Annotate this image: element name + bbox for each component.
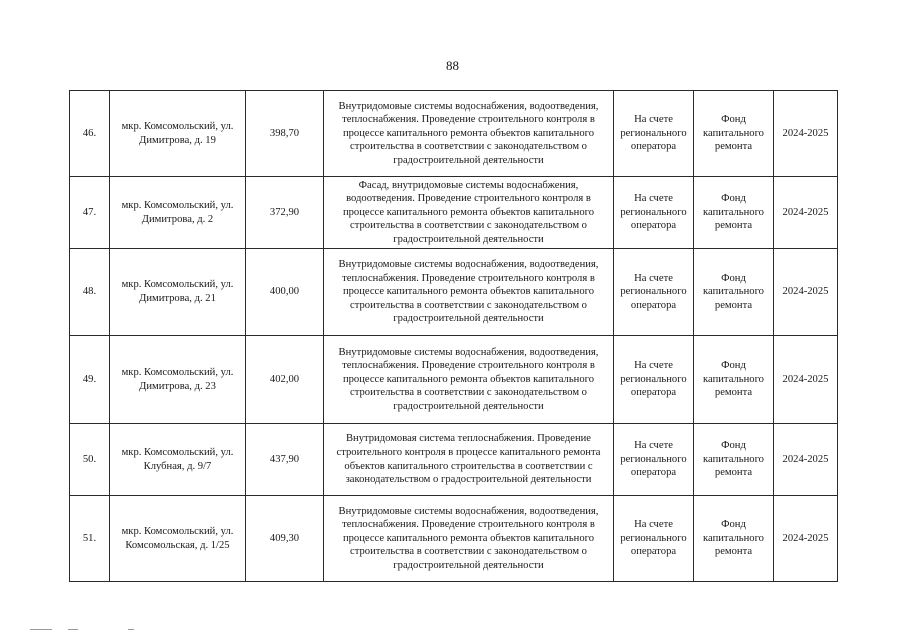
scan-artifact	[68, 629, 78, 630]
row-number: 50.	[70, 424, 110, 496]
works-cell: Внутридомовые системы водоснабжения, водоотведения, теплоснабжения. Проведение строительного контроля в процессе капитального ремонта объектов капитального строительства в соответствии с законодательством о градостроительной деятельности	[324, 249, 614, 336]
period-cell: 2024-2025	[774, 91, 838, 177]
account-cell: На счете регионального оператора	[614, 336, 694, 424]
area-cell: 409,30	[246, 496, 324, 582]
address-cell: мкр. Комсомольский, ул. Комсомольская, д. 1/25	[110, 496, 246, 582]
address-cell: мкр. Комсомольский, ул. Димитрова, д. 19	[110, 91, 246, 177]
fund-cell: Фонд капитального ремонта	[694, 91, 774, 177]
area-cell: 437,90	[246, 424, 324, 496]
works-cell: Фасад, внутридомовые системы водоснабжения, водоотведения. Проведение строительного контроля в процессе капитального ремонта объектов капитального строительства в соответствии с законодательством о градостроительной деятельности	[324, 177, 614, 249]
account-cell: На счете регионального оператора	[614, 177, 694, 249]
works-cell: Внутридомовые системы водоснабжения, водоотведения, теплоснабжения. Проведение строительного контроля в процессе капитального ремонта объектов капитального строительства в соответствии с законодательством о градостроительной деятельности	[324, 91, 614, 177]
table-row	[70, 336, 838, 424]
address-cell: мкр. Комсомольский, ул. Димитрова, д. 21	[110, 249, 246, 336]
repair-program-table	[69, 90, 838, 582]
row-number: 47.	[70, 177, 110, 249]
address-cell: мкр. Комсомольский, ул. Димитрова, д. 2	[110, 177, 246, 249]
works-cell: Внутридомовые системы водоснабжения, водоотведения, теплоснабжения. Проведение строительного контроля в процессе капитального ремонта объектов капитального строительства в соответствии с законодательством о градостроительной деятельности	[324, 336, 614, 424]
table-row	[70, 496, 838, 582]
area-cell: 372,90	[246, 177, 324, 249]
address-cell: мкр. Комсомольский, ул. Клубная, д. 9/7	[110, 424, 246, 496]
area-cell: 398,70	[246, 91, 324, 177]
account-cell: На счете регионального оператора	[614, 249, 694, 336]
area-cell: 402,00	[246, 336, 324, 424]
fund-cell: Фонд капитального ремонта	[694, 336, 774, 424]
row-number: 51.	[70, 496, 110, 582]
account-cell: На счете регионального оператора	[614, 496, 694, 582]
row-number: 49.	[70, 336, 110, 424]
table-row	[70, 91, 838, 177]
account-cell: На счете регионального оператора	[614, 91, 694, 177]
period-cell: 2024-2025	[774, 496, 838, 582]
period-cell: 2024-2025	[774, 424, 838, 496]
table-row	[70, 424, 838, 496]
works-cell: Внутридомовые системы водоснабжения, водоотведения, теплоснабжения. Проведение строительного контроля в процессе капитального ремонта объектов капитального строительства в соответствии с законодательством о градостроительной деятельности	[324, 496, 614, 582]
account-cell: На счете регионального оператора	[614, 424, 694, 496]
fund-cell: Фонд капитального ремонта	[694, 496, 774, 582]
table-row	[70, 249, 838, 336]
period-cell: 2024-2025	[774, 177, 838, 249]
area-cell: 400,00	[246, 249, 324, 336]
table-row	[70, 177, 838, 249]
works-cell: Внутридомовая система теплоснабжения. Проведение строительного контроля в процессе капитального ремонта объектов капитального строительства в соответствии с законодательством о градостроительной деятельности	[324, 424, 614, 496]
period-cell: 2024-2025	[774, 336, 838, 424]
fund-cell: Фонд капитального ремонта	[694, 249, 774, 336]
scan-artifact	[128, 629, 134, 630]
row-number: 46.	[70, 91, 110, 177]
row-number: 48.	[70, 249, 110, 336]
period-cell: 2024-2025	[774, 249, 838, 336]
fund-cell: Фонд капитального ремонта	[694, 177, 774, 249]
page-number: 88	[446, 58, 459, 73]
scan-artifact	[30, 629, 52, 630]
address-cell: мкр. Комсомольский, ул. Димитрова, д. 23	[110, 336, 246, 424]
fund-cell: Фонд капитального ремонта	[694, 424, 774, 496]
